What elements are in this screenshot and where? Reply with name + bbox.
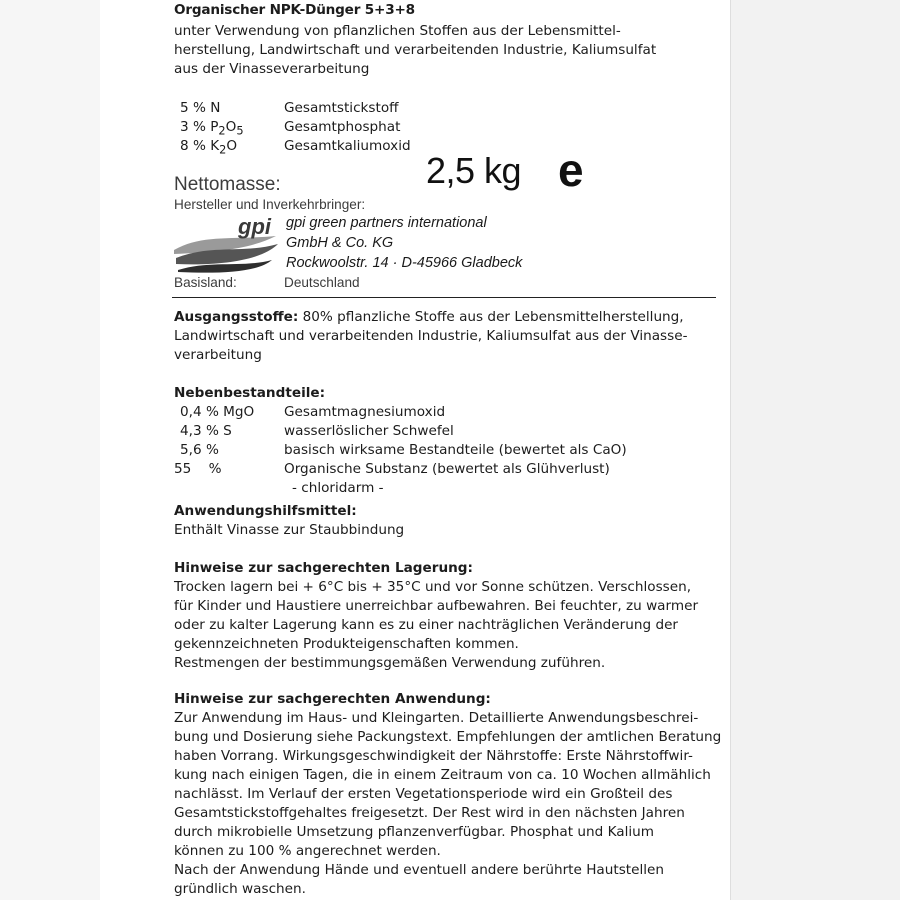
ausgangsstoffe-line: Landwirtschaft und verarbeitenden Industrie, Kaliumsulfat aus der Vinasse- (174, 328, 688, 344)
product-title: Organischer NPK-Dünger 5+3+8 (174, 2, 415, 18)
chloridarm-note: - chloridarm - (292, 480, 384, 496)
ausgangsstoffe-line (174, 308, 684, 327)
ausgangsstoffe-text: 80% pflanzliche Stoffe aus der Lebensmittelherstellung, (302, 309, 684, 325)
anwendung-line: gründlich waschen. (174, 881, 306, 897)
component-pct: 55 % (174, 461, 222, 477)
nebenbestandteile-heading: Nebenbestandteile: (174, 385, 326, 401)
anwendung-line: haben Vorrang. Wirkungsgeschwindigkeit der Nährstoffe: Erste Nährstoffwir- (174, 748, 693, 764)
component-pct: 4,3 % S (180, 423, 232, 439)
lagerung-heading: Hinweise zur sachgerechten Lagerung: (174, 560, 473, 576)
nutrient-pct: 3 % $P_2O_5$ (180, 119, 244, 138)
net-mass-label: Nettomasse: (174, 174, 281, 195)
anwendung-line: nachlässt. Im Verlauf der ersten Vegetationsperiode wird ein Großteil des (174, 786, 673, 802)
anwendung-line: Gesamtstickstoffgehaltes freigesetzt. Der Rest wird in den nächsten Jahren (174, 805, 685, 821)
nutrient-name: Gesamtstickstoff (284, 100, 399, 116)
nutrient-name: Gesamtkaliumoxid (284, 138, 411, 154)
ausgangsstoffe-line: verarbeitung (174, 347, 262, 363)
component-name: Gesamtmagnesiumoxid (284, 404, 446, 420)
hilfsmittel-text: Enthält Vinasse zur Staubbindung (174, 522, 405, 538)
component-name: basisch wirksame Bestandteile (bewertet als CaO) (284, 442, 627, 458)
anwendung-line: Nach der Anwendung Hände und eventuell andere berührte Hautstellen (174, 862, 664, 878)
lagerung-line: gekennzeichneten Produkteigenschaften kommen. (174, 636, 519, 652)
hilfsmittel-heading: Anwendungshilfsmittel: (174, 503, 357, 519)
anwendung-line: Zur Anwendung im Haus- und Kleingarten. Detaillierte Anwendungsbeschrei- (174, 710, 699, 726)
basisland-label: Basisland: (174, 275, 237, 290)
background-right-edge (730, 0, 900, 900)
svg-text:gpi: gpi (238, 214, 271, 239)
lagerung-line: oder zu kalter Lagerung kann es zu einer nachträglichen Veränderung der (174, 617, 679, 633)
gpi-logo (172, 214, 280, 274)
anwendung-line: durch mikrobielle Umsetzung pflanzenverfügbar. Phosphat und Kalium (174, 824, 654, 840)
basisland-value: Deutschland (284, 275, 360, 290)
product-label (158, 0, 723, 900)
ausgangsstoffe-heading: Ausgangsstoffe: (174, 309, 299, 325)
estimated-sign-icon: e (558, 144, 584, 196)
anwendung-line: können zu 100 % angerechnet werden. (174, 843, 441, 859)
anwendung-line: bung und Dosierung siehe Packungstext. Empfehlungen der amtlichen Beratung (174, 729, 722, 745)
description-line: herstellung, Landwirtschaft und verarbeitenden Industrie, Kaliumsulfat (174, 42, 657, 58)
component-pct: 5,6 % (180, 442, 219, 458)
manufacturer-label: Hersteller und Inverkehrbringer: (174, 197, 366, 212)
company-address: Rockwoolstr. 14 · D-45966 Gladbeck (286, 255, 523, 271)
component-name: wasserlöslicher Schwefel (284, 423, 454, 439)
component-pct: 0,4 % MgO (180, 404, 255, 420)
component-name: Organische Substanz (bewertet als Glühverlust) (284, 461, 610, 477)
company-legal-form: GmbH & Co. KG (286, 235, 394, 251)
lagerung-line: Restmengen der bestimmungsgemäßen Verwendung zuführen. (174, 655, 606, 671)
net-mass-value: 2,5 kg (426, 150, 522, 191)
description-line: aus der Vinasseverarbeitung (174, 61, 370, 77)
anwendung-heading: Hinweise zur sachgerechten Anwendung: (174, 691, 491, 707)
nutrient-name: Gesamtphosphat (284, 119, 401, 135)
description-line: unter Verwendung von pflanzlichen Stoffen aus der Lebensmittel- (174, 23, 621, 39)
anwendung-line: kung nach einigen Tagen, die in einem Zeitraum von ca. 10 Wochen allmählich (174, 767, 711, 783)
company-name: gpi green partners international (286, 215, 487, 231)
lagerung-line: Trocken lagern bei + 6°C bis + 35°C und vor Sonne schützen. Verschlossen, (174, 579, 692, 595)
divider (172, 297, 716, 298)
lagerung-line: für Kinder und Haustiere unerreichbar aufbewahren. Bei feuchter, zu warmer (174, 598, 699, 614)
nutrient-pct: 8 % $K_2O$ (180, 138, 238, 157)
nutrient-pct: 5 % N (180, 100, 221, 116)
background-left-edge (0, 0, 100, 900)
